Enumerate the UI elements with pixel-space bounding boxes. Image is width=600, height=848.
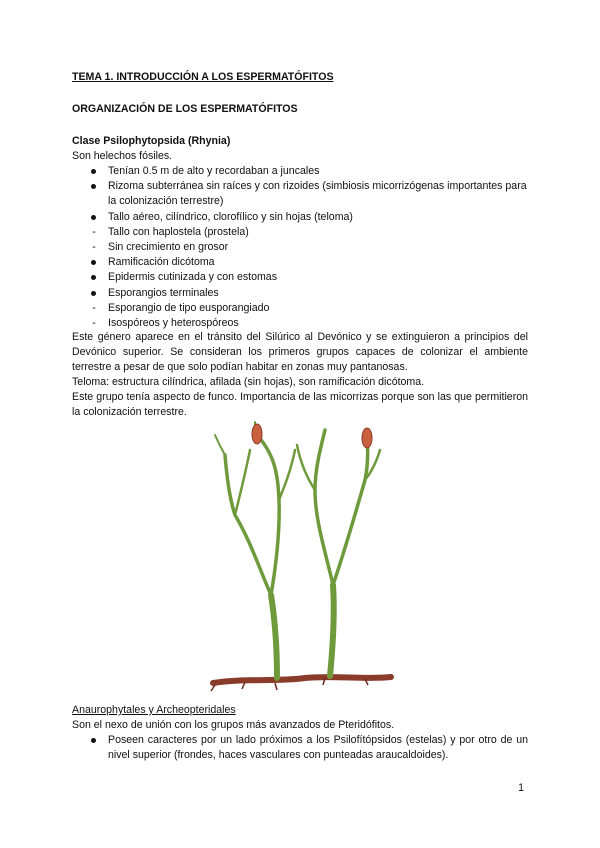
list-item <box>72 301 528 316</box>
right-plant-stem <box>297 430 380 676</box>
rhynia-plant-drawing <box>205 420 395 698</box>
bullet-dash-icon: - <box>92 301 96 314</box>
list-item-text: Esporangios terminales <box>108 286 219 299</box>
list-item <box>72 210 528 225</box>
list-item <box>72 225 528 240</box>
list-item <box>72 179 528 209</box>
list-item <box>72 733 528 763</box>
heading-section: ORGANIZACIÓN DE LOS ESPERMATÓFITOS <box>72 103 298 115</box>
list-item <box>72 270 528 285</box>
list-item-text: Tallo con haplostela (prostela) <box>108 225 249 238</box>
paragraph-teloma: Teloma: estructura cilíndrica, afilada (sin hojas), son ramificación dicótoma. <box>72 376 425 388</box>
characteristics-list <box>72 164 528 331</box>
bullet-dash-icon: - <box>92 317 96 330</box>
list-item-text: Rizoma subterránea sin raíces y con rizoides (simbiosis micorrizógenas importantes para la colonización terrestre) <box>108 180 527 208</box>
rhynia-illustration <box>205 420 395 698</box>
rhizome <box>213 677 391 683</box>
heading-main: TEMA 1. INTRODUCCIÓN A LOS ESPERMATÓFITOS <box>72 71 334 83</box>
list-item-text: Tenían 0.5 m de alto y recordaban a juncales <box>108 165 320 177</box>
left-plant-stem <box>215 422 295 678</box>
subsection-intro: Son el nexo de unión con los grupos más avanzados de Pteridófitos. <box>72 719 395 731</box>
bullet-dash-icon: - <box>92 241 96 254</box>
list-item-text: Esporangio de tipo eusporangiado <box>108 301 270 314</box>
list-item-text: Ramificación dicótoma <box>108 256 215 269</box>
list-item <box>72 255 528 270</box>
list-item-text: Poseen caracteres por un lado próximos a los Psilofítópsidos (estelas) y por otro de un nivel superior (frondes, haces vasculares con punteadas araucaldoides). <box>108 734 528 762</box>
bullet-dash-icon: - <box>92 225 96 238</box>
paragraph-origin: Este género aparece en el tránsito del Silúrico al Devónico y se extinguieron a principios del Devónico superior. Se consideran los primeros grupos capaces de colonizar el ambiente terrestre a pesar de que solo podían habitar en zonas muy pantanosas. <box>72 331 528 374</box>
list-item <box>72 286 528 301</box>
list-item <box>72 316 528 331</box>
list-item <box>72 164 528 179</box>
intro-line: Son helechos fósiles. <box>72 150 173 162</box>
list-item <box>72 240 528 255</box>
class-title: Clase Psilophytopsida (Rhynia) <box>72 135 231 147</box>
subsection-list <box>72 733 528 763</box>
paragraph-aspect: Este grupo tenía aspecto de funco. Importancia de las micorrizas porque son las que permitieron la colonización terrestre. <box>72 391 528 419</box>
list-item-text: Isospóreos y heterospóreos <box>108 317 239 330</box>
left-sporangium <box>252 424 262 444</box>
right-sporangium <box>362 428 372 448</box>
list-item-text: Epidermis cutinizada y con estomas <box>108 271 277 284</box>
subsection-title: Anaurophytales y Archeopteridales <box>72 704 236 716</box>
page-number: 1 <box>518 782 524 794</box>
list-item-text: Sin crecimiento en grosor <box>108 241 229 254</box>
list-item-text: Tallo aéreo, cilíndrico, clorofílico y sin hojas (teloma) <box>108 210 353 223</box>
